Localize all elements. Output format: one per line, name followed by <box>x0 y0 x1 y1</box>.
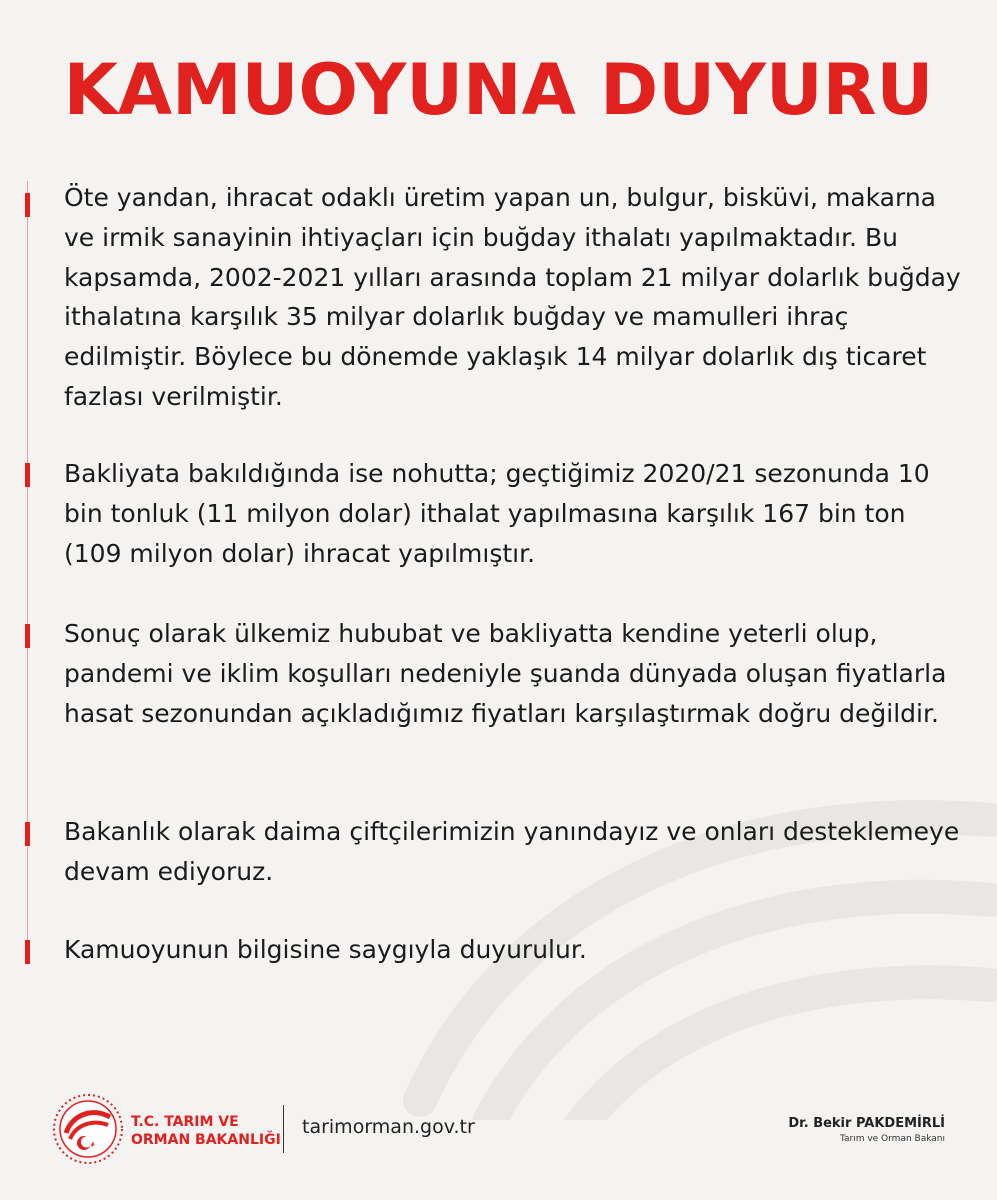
ministry-name-line-2: ORMAN BAKANLIĞI <box>131 1132 281 1148</box>
footer <box>0 1075 997 1185</box>
paragraph-trade: Öte yandan, ihracat odaklı üretim yapan un, bulgur, bisküvi, makarna ve irmik sanayinin ihtiyaçları için buğday ithalatı yapılmaktadır. Bu kapsamda, 2002-2021 yılları arasında toplam 21 milyar dolarlık buğday ithalatına karşılık 35 milyar dolarlık buğday ve mamulleri ihraç edilmiştir. Böylece bu dönemde yaklaşık 14 milyar dolarlık dış ticaret fazlası verilmiştir. <box>64 183 961 411</box>
paragraph-chickpea: Bakliyata bakıldığında ise nohutta; geçtiğimiz 2020/21 sezonunda 10 bin tonluk (11 milyon dolar) ithalat yapılmasına karşılık 167 bin ton (109 milyon dolar) ihracat yapılmıştır. <box>64 459 930 568</box>
footer-separator <box>283 1105 284 1153</box>
paragraph-support: Bakanlık olarak daima çiftçilerimizin yanındayız ve onları desteklemeye devam ediyoruz. <box>64 817 960 886</box>
website-link[interactable]: tarimorman.gov.tr <box>302 1116 475 1138</box>
paragraph-marker <box>25 463 30 487</box>
paragraph-marker <box>25 193 30 217</box>
page-title: KAMUOYUNA DUYURU <box>63 49 934 131</box>
ministry-emblem-icon <box>52 1093 124 1165</box>
signatory-title: Tarım ve Orman Bakanı <box>839 1134 945 1144</box>
paragraph-conclusion: Sonuç olarak ülkemiz hububat ve bakliyatta kendine yeterli olup, pandemi ve iklim koşulları nedeniyle şuanda dünyada oluşan fiyatlarla hasat sezonundan açıkladığımız fiyatları karşılaştırmak doğru değildir. <box>64 619 947 728</box>
paragraph-marker <box>25 940 30 964</box>
ministry-name-line-1: T.C. TARIM VE <box>131 1114 239 1130</box>
paragraph-marker <box>25 822 30 846</box>
paragraph-closing: Kamuoyunun bilgisine saygıyla duyurulur. <box>64 935 587 964</box>
signature-block <box>788 1115 945 1146</box>
signatory-name: Dr. Bekir PAKDEMİRLİ <box>788 1116 945 1131</box>
ministry-name <box>131 1113 281 1149</box>
paragraph-marker <box>25 624 30 648</box>
